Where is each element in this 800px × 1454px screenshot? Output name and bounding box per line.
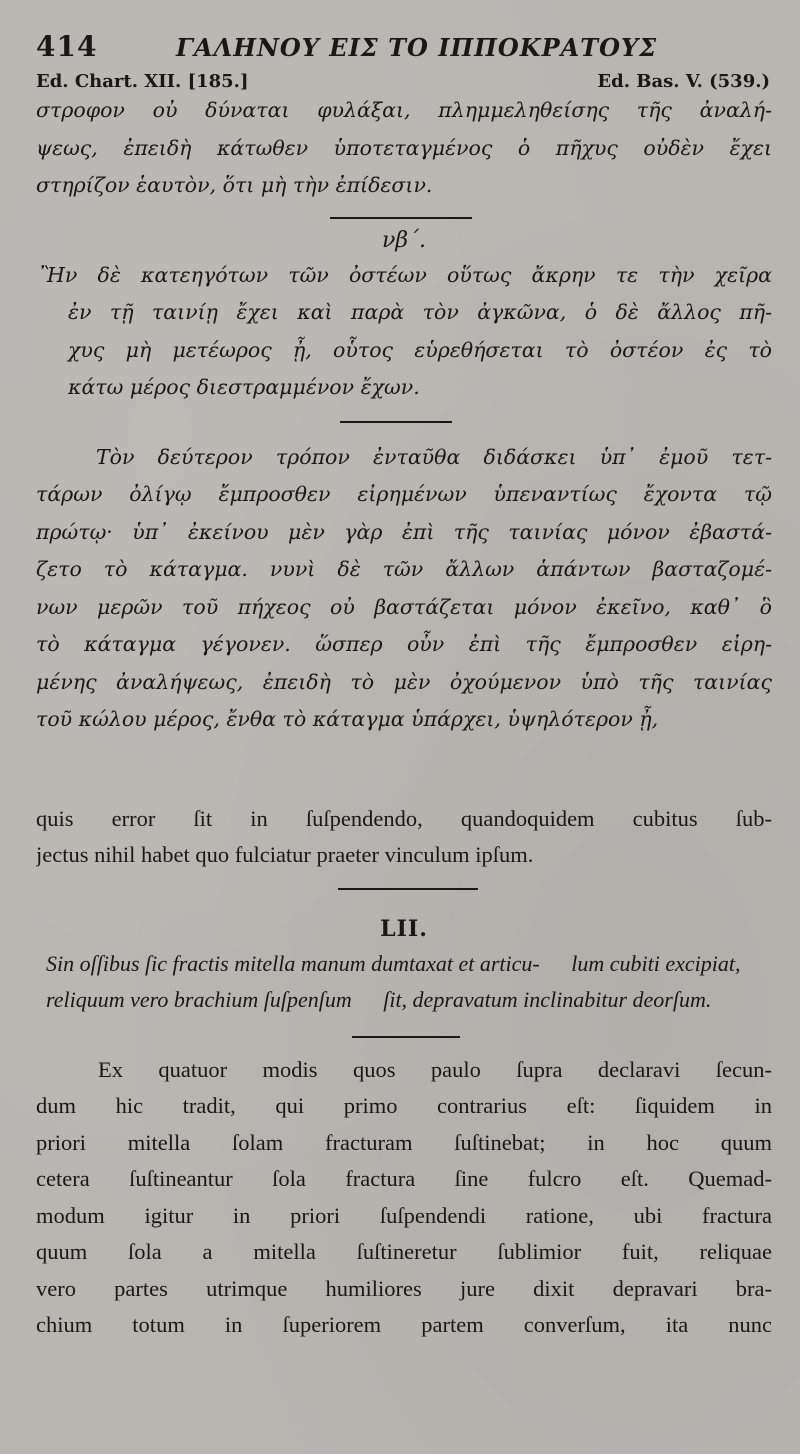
text-line: κάτω μέρος διεστραμμένον ἔχων.	[68, 375, 420, 399]
text-line: ἐν τῇ ταινίῃ ἔχει καὶ παρὰ τὸν ἀγκῶνα, ὁ δὲ ἄλλος πῆ-	[68, 300, 772, 324]
text-line: quis error ſit in ſuſpendendo, quandoquidem cubitus ſub-	[36, 805, 772, 831]
text-line: modum igitur in priori ſuſpendendi ratione, ubi fractura	[36, 1202, 772, 1228]
text-line: τὸ κάταγμα γέγονεν. ὥσπερ οὖν ἐπὶ τῆς ἔμπροσθεν εἰρη-	[36, 632, 772, 656]
text-line: priori mitella ſolam fracturam ſuſtinebat; in hoc quum	[36, 1129, 772, 1155]
greek-paragraph-1	[36, 92, 772, 205]
section-rule	[352, 1036, 460, 1038]
greek-section-number: νβ΄.	[381, 227, 427, 253]
text-line: χυς μὴ μετέωρος ᾖ, οὗτος εὑρεθήσεται τὸ ὀστέον ἐς τὸ	[68, 337, 772, 362]
text-line: dum hic tradit, qui primo contrarius eſt: ſiquidem in	[36, 1093, 772, 1118]
text-line: quum ſola a mitella ſuſtineretur ſublimior fuit, reliquae	[36, 1239, 772, 1264]
text-line: τοῦ κώλου μέρος, ἔνθα τὸ κάταγμα ὑπάρχει, ὑψηλότερον ᾖ,	[36, 707, 659, 731]
page-header	[36, 30, 772, 70]
text-line: ſit, depravatum inclinabitur deorſum.	[383, 986, 712, 1012]
latin-paragraph-3	[36, 1052, 772, 1344]
section-rule	[330, 217, 472, 219]
edition-right: Ed. Bas. V. (539.)	[597, 71, 770, 92]
latin-paragraph-2	[36, 946, 772, 1018]
text-line: Τὸν δεύτερον τρόπον ἐνταῦθα διδάσκει ὑπ᾽ ἐμοῦ τετ-	[96, 444, 772, 469]
text-line: Sin oſſibus ſic fractis mitella manum dumtaxat et articu-	[46, 950, 540, 976]
section-rule	[338, 888, 478, 890]
text-line: Ex quatuor modis quos paulo ſupra declaravi ſecun-	[98, 1056, 772, 1082]
running-head: ΓΑΛΗΝΟΥ ΕΙΣ ΤΟ ΙΠΠΟΚΡΑΤΟΥΣ	[176, 33, 658, 62]
greek-paragraph-2	[36, 257, 772, 407]
greek-paragraph-3	[36, 439, 772, 739]
text-line: jectus nihil habet quo fulciatur praeter vinculum ipſum.	[36, 842, 534, 867]
text-line: ψεως, ἐπειδὴ κάτωθεν ὑποτεταγμένος ὁ πῆχυς οὐδὲν ἔχει	[36, 135, 772, 160]
section-rule	[340, 421, 452, 423]
text-line: μένης ἀναλήψεως, ἐπειδὴ τὸ μὲν ὀχούμενον ὑπὸ τῆς ταινίας	[36, 669, 772, 694]
text-line: ζετο τὸ κάταγμα. νυνὶ δὲ τῶν ἄλλων ἁπάντων βασταζομέ-	[36, 557, 772, 581]
edition-left: Ed. Chart. XII. [185.]	[36, 71, 249, 92]
text-line: νων μερῶν τοῦ πήχεος οὐ βαστάζεται μόνον ἐκεῖνο, καθ᾽ ὃ	[36, 594, 772, 619]
text-line: στροφον οὐ δύναται φυλάξαι, πλημμεληθείσης τῆς ἀναλή-	[36, 98, 772, 122]
edition-line	[36, 70, 772, 94]
page-number: 414	[36, 30, 98, 63]
latin-paragraph-1	[36, 801, 772, 874]
text-line: στηρίζον ἑαυτὸν, ὅτι μὴ τὴν ἐπίδεσιν.	[36, 173, 433, 197]
text-line: chium totum in ſuperiorem partem converſum, ita nunc	[36, 1312, 772, 1337]
text-line: cetera ſuſtineantur ſola fractura ſine fulcro eſt. Quemad-	[36, 1166, 772, 1191]
text-line: τάρων ὀλίγῳ ἔμπροσθεν εἰρημένων ὑπεναντίως ἔχοντα τῷ	[36, 482, 772, 506]
latin-section-number: LII.	[380, 915, 428, 942]
text-line: Ἢν δὲ κατεηγότων τῶν ὀστέων οὕτως ἄκρην τε τὴν χεῖρα	[40, 262, 772, 287]
text-line: πρώτῳ· ὑπ᾽ ἐκείνου μὲν γὰρ ἐπὶ τῆς ταινίας μόνον ἐβαστά-	[36, 519, 772, 544]
text-line: vero partes utrimque humiliores jure dixit depravari bra-	[36, 1275, 772, 1301]
text-line: lum cubiti excipiat, reliquum vero brachium ſuſpenſum	[46, 950, 741, 1012]
